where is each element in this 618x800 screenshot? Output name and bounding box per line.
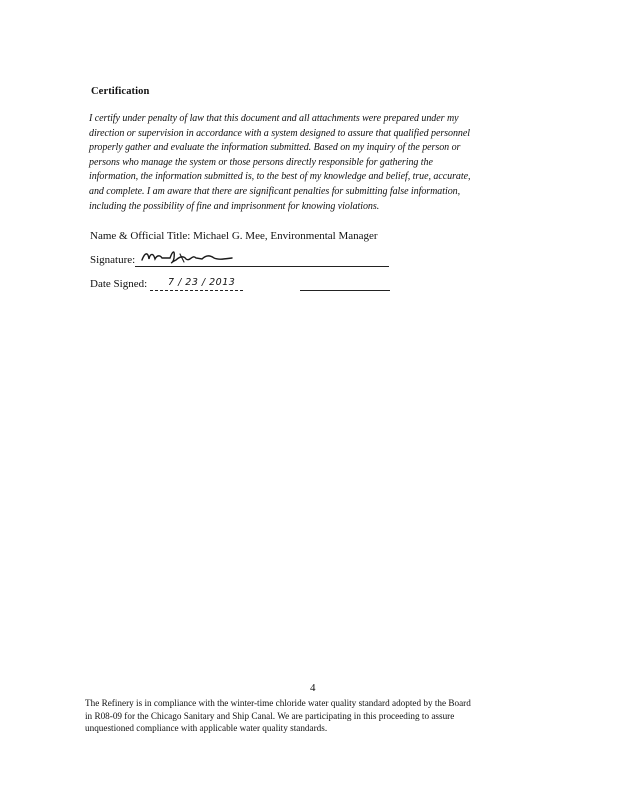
page-number: 4 bbox=[310, 682, 316, 694]
certification-line: persons who manage the system or those persons directly responsible for gathering the bbox=[89, 156, 433, 168]
footnote bbox=[85, 697, 525, 735]
blank-underline bbox=[300, 290, 390, 291]
certification-line: I certify under penalty of law that this document and all attachments were prepared under my bbox=[89, 113, 459, 124]
certification-line: direction or supervision in accordance with a system designed to assure that qualified personnel bbox=[89, 127, 470, 139]
certification-line: information, the information submitted is, to the best of my knowledge and belief, true, accurate, bbox=[89, 171, 471, 183]
certification-statement bbox=[89, 112, 529, 214]
certification-line: and complete. I am aware that there are significant penalties for submitting false information, bbox=[89, 185, 461, 197]
footnote-line: unquestioned compliance with applicable water quality standards. bbox=[85, 723, 328, 733]
certification-line: properly gather and evaluate the information submitted. Based on my inquiry of the person or bbox=[89, 142, 461, 154]
handwritten-signature bbox=[140, 246, 240, 268]
signature-label: Signature: bbox=[90, 254, 136, 266]
date-signed-value: 7 / 23 / 2013 bbox=[168, 277, 236, 288]
date-underline bbox=[150, 290, 243, 291]
certification-heading: Certification bbox=[91, 86, 150, 97]
signature-underline bbox=[135, 266, 389, 267]
footnote-line: The Refinery is in compliance with the winter-time chloride water quality standard adopted by the Board bbox=[85, 698, 471, 708]
footnote-line: in R08-09 for the Chicago Sanitary and Ship Canal. We are participating in this proceeding to assure bbox=[85, 710, 455, 721]
date-signed-label: Date Signed: bbox=[90, 278, 148, 290]
name-official-title: Name & Official Title: Michael G. Mee, Environmental Manager bbox=[90, 230, 378, 242]
certification-line: including the possibility of fine and imprisonment for knowing violations. bbox=[89, 200, 380, 212]
